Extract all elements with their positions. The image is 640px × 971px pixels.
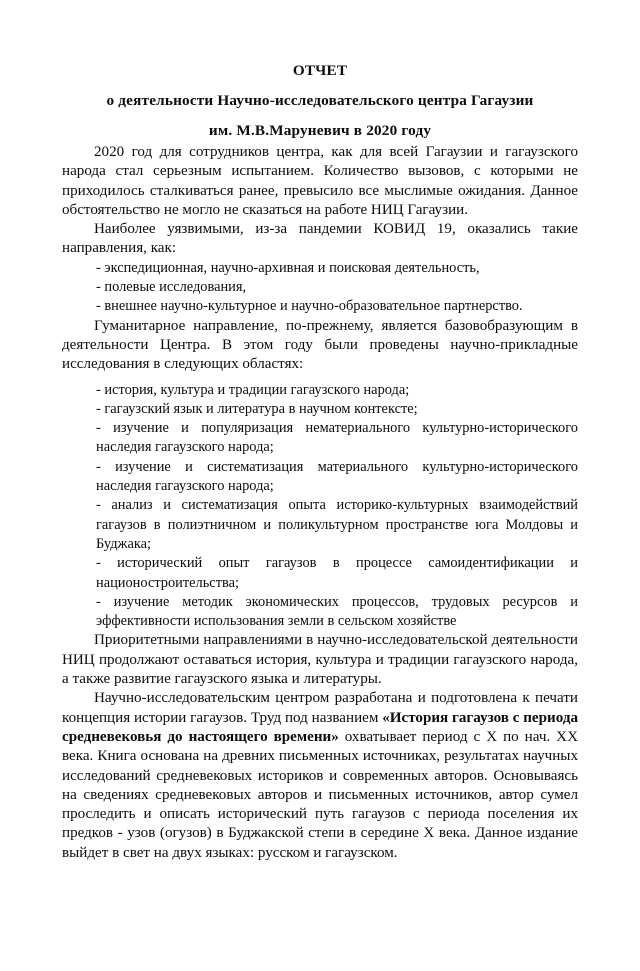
- paragraph-vulnerable-directions: Наиболее уязвимыми, из-за пандемии КОВИД 19, оказались такие направления, как:: [62, 221, 578, 257]
- book-title-emphasis: «История гагаузов с периода средневековья до настоящего времени»: [62, 709, 579, 745]
- page-title: ОТЧЕТ: [292, 62, 348, 79]
- document-subtitle-line-2: им. М.В.Маруневич в 2020 году: [208, 122, 432, 139]
- list-directions: [62, 259, 578, 317]
- paragraph-book-concept-text-after: охватывает период с Х по нач. ХХ века. Книга основана на древних письменных источниках, результатах научных исследований средневековых историков и современных авторов. Основываясь на сведениях средневековых авторов и письменных источников, автор сумел проследить и описать исторический путь гагаузов с периода поселения их предков - узов (огузов) в Буджакской степи в середине Х века. Данное издание выйдет в свет на двух языках: русском и гагаузском.: [62, 728, 578, 861]
- list-item: - изучение и популяризация нематериального культурно-исторического наследия гагаузского народа;: [96, 420, 578, 456]
- list-item: - исторический опыт гагаузов в процессе самоидентификации и национостроительства;: [96, 555, 578, 591]
- list-item: - изучение и систематизация материального культурно-исторического наследия гагаузского народа;: [96, 458, 578, 495]
- list-item: - экспедиционная, научно-архивная и поисковая деятельность,: [96, 259, 480, 276]
- list-item: - полевые исследования,: [96, 279, 247, 296]
- paragraph-humanitarian-direction: Гуманитарное направление, по-прежнему, является базовобразующим в деятельности Центра. В этом году были проведены научно-прикладные исследования в следующих областях:: [62, 317, 578, 373]
- list-item: - анализ и систематизация опыта историко-культурных взаимодействий гагаузов в полиэтничном и поликультурном пространстве юга Молдовы и Буджака;: [96, 497, 578, 552]
- document-subtitle-line-1: о деятельности Научно-исследовательского центра Гагаузии: [106, 92, 534, 109]
- list-item: - история, культура и традиции гагаузского народа;: [96, 381, 410, 398]
- document-title-block: [62, 58, 578, 143]
- list-item: - изучение методик экономических процессов, трудовых ресурсов и эффективности использования земли в сельском хозяйстве: [96, 593, 578, 630]
- paragraph-book-concept: [62, 689, 578, 863]
- list-item: - внешнее научно-культурное и научно-образовательное партнерство.: [96, 298, 523, 315]
- paragraph-intro: 2020 год для сотрудников центра, как для всей Гагаузии и гагаузского народа стал серьезным испытанием. Количество вызовов, с которыми не приходилось сталкиваться ранее, превысило все мыслимые ожидания. Данное обстоятельство не могло не сказаться на работе НИЦ Гагаузии.: [62, 144, 578, 218]
- paragraph-book-concept-text-before: Научно-исследовательским центром разработана и подготовлена к печати концепция истории гагаузов. Труд под названием: [62, 690, 578, 726]
- paragraph-priority-directions: Приоритетными направлениями в научно-исследовательской деятельности НИЦ продолжают оставаться история, культура и традиции гагаузского народа, а также развитие гагаузского языка и литературы.: [62, 632, 578, 688]
- document-content: [62, 58, 578, 863]
- list-research-areas: [62, 381, 578, 632]
- list-item: - гагаузский язык и литература в научном контексте;: [96, 400, 418, 417]
